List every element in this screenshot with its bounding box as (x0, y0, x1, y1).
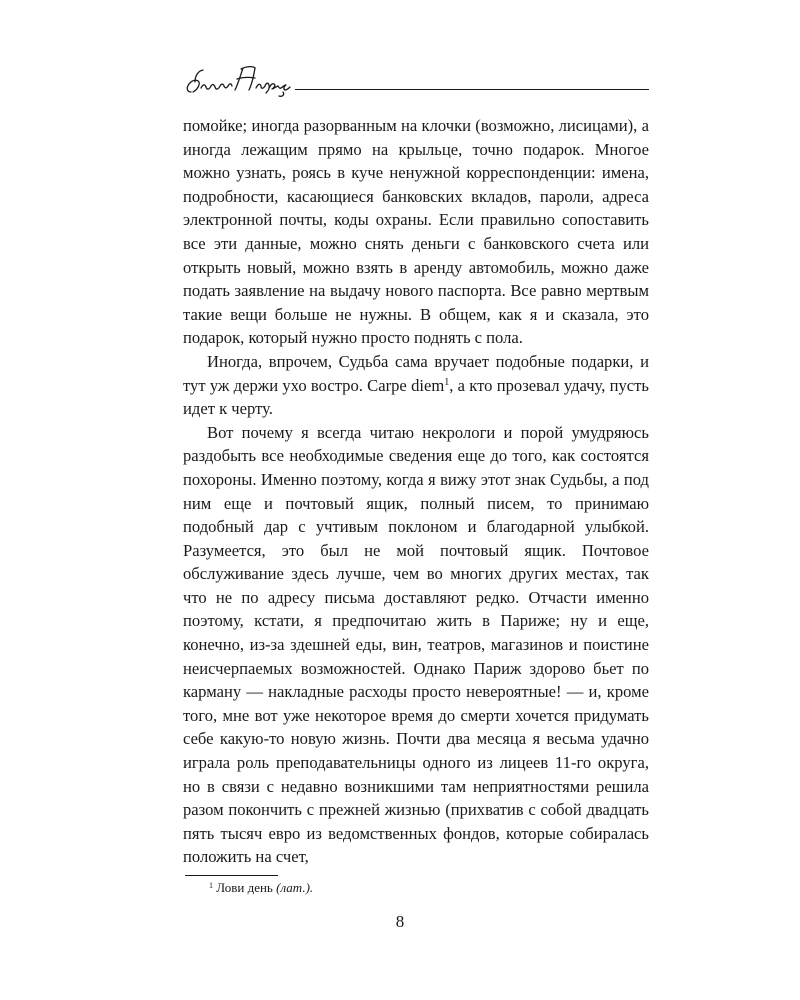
paragraph-1: помойке; иногда разорванным на клочки (возможно, лисицами), а иногда лежащим прямо на крыльце, точно подарок. Многое можно узнать, роясь в куче ненужной корреспонденции: имена, подробности, касающиеся банковских вкладов, пароли, адреса электронной почты, коды охраны. Если правильно сопоставить все эти данные, можно снять деньги с банковского счета или открыть новый, можно взять в аренду автомобиль, можно даже подать заявление на выдачу нового паспорта. Все равно мертвым такие вещи больше не нужны. В общем, как я и сказала, это подарок, который нужно просто поднять с пола. (183, 116, 649, 348)
paragraph-2 (183, 350, 649, 421)
paragraph-2-text-a: Иногда, впрочем, Судьба сама вручает подобные подарки, и тут уж держи ухо востро. Carpe diem (183, 351, 649, 395)
body-text (183, 114, 649, 869)
footnote-reference: 1 (444, 376, 450, 388)
running-head (183, 62, 649, 98)
footnote-gloss: (лат.). (276, 880, 314, 895)
footnote (209, 879, 313, 897)
author-signature-logo (183, 62, 295, 98)
footnote-text: Лови день (216, 880, 273, 895)
header-rule (295, 89, 649, 90)
paragraph-3: Вот почему я всегда читаю некрологи и порой умудряюсь раздобыть все необходимые сведения еще до того, как состоятся похороны. Именно поэтому, когда я вижу этот знак Судьбы, а под ним еще и почтовый ящик, полный писем, то принимаю подобный дар с учтивым поклоном и благодарной улыбкой. Разумеется, это был не мой почтовый ящик. Почтовое обслуживание здесь лучше, чем во многих других местах, так что не по адресу письма доставляют редко. Отчасти именно поэтому, кстати, я предпочитаю жить в Париже; ну и еще, конечно, из-за здешней еды, вин, театров, магазинов и поистине неисчерпаемых возможностей. Однако Париж здорово бьет по карману — накладные расходы просто невероятные! — и, кроме того, мне вот уже некоторое время до смерти хочется придумать себе какую-то новую жизнь. Почти два месяца я весьма удачно играла роль преподавательницы одного из лицеев 11-го округа, но в связи с недавно возникшими там неприятностями решила разом покончить с прежней жизнью (прихватив с собой двадцать пять тысяч евро из ведомственных фондов, которые собиралась положить на счет, (183, 422, 649, 867)
paragraph-2-text-b: , а кто прозевал удачу, пусть идет к черту. (183, 375, 649, 419)
footnote-rule (185, 875, 278, 876)
footnote-marker: 1 (209, 881, 213, 890)
page-number: 8 (395, 912, 405, 931)
